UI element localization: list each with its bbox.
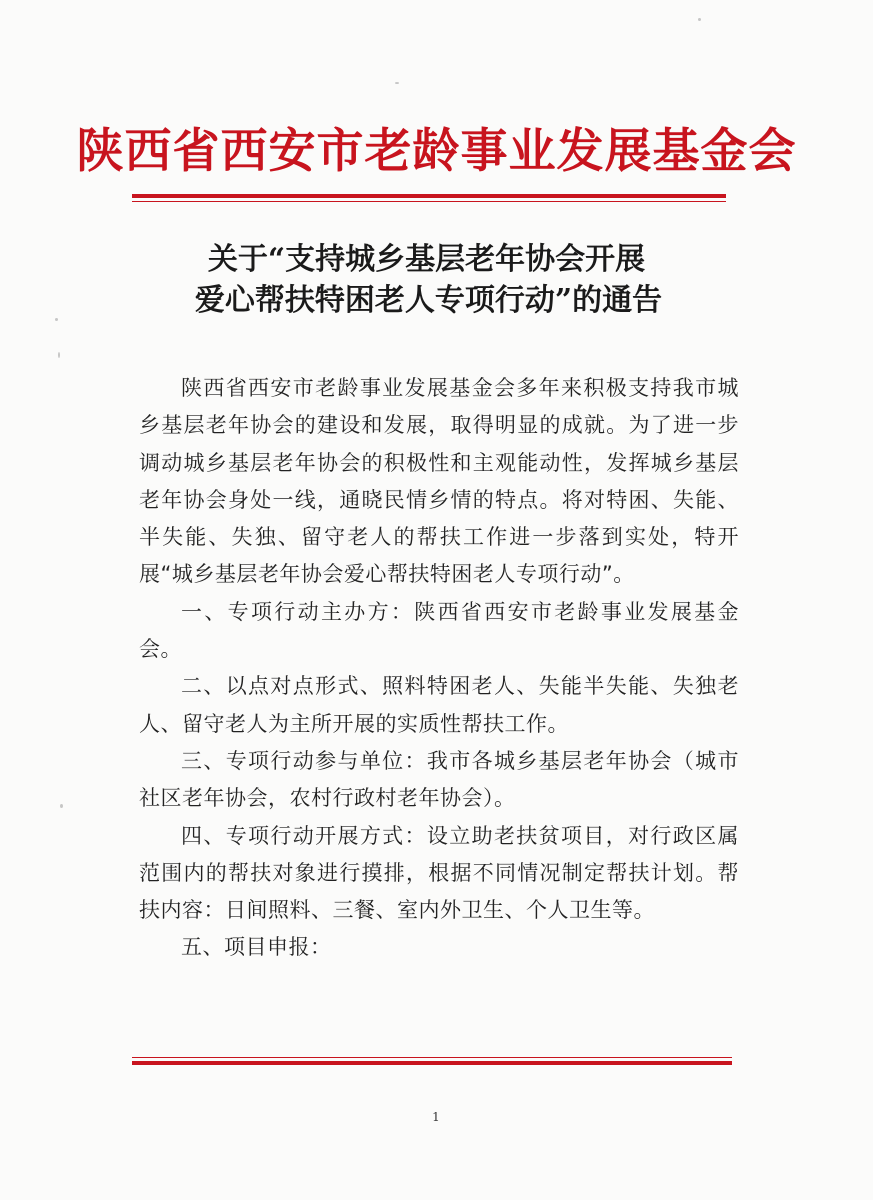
notice-title-line-1: 关于“支持城乡基层老年协会开展 bbox=[207, 242, 646, 277]
footer-divider-thick bbox=[132, 1061, 732, 1065]
organization-letterhead: 陕西省西安市老龄事业发展基金会 bbox=[76, 124, 797, 179]
page-number: 1 bbox=[432, 1110, 440, 1124]
letterhead-divider-thick bbox=[132, 194, 726, 198]
footer-divider-thin bbox=[132, 1057, 732, 1058]
scan-speck bbox=[58, 352, 60, 358]
body-paragraph-application: 五、项目申报： bbox=[181, 935, 332, 960]
body-paragraph-method: 四、专项行动开展方式：设立助老扶贫项目，对行政区属范围内的帮扶对象进行摸排，根据不同情况制定帮扶计划。帮扶内容：日间照料、三餐、室内外卫生、个人卫生等。 bbox=[139, 823, 739, 923]
scan-speck bbox=[55, 318, 58, 321]
body-paragraph-organizer: 一、专项行动主办方：陕西省西安市老龄事业发展基金会。 bbox=[139, 599, 739, 662]
body-paragraph-scope: 二、以点对点形式、照料特困老人、失能半失能、失独老人、留守老人为主所开展的实质性帮扶工作。 bbox=[139, 674, 739, 736]
body-paragraph-participants: 三、专项行动参与单位：我市各城乡基层老年协会（城市社区老年协会，农村行政村老年协会）。 bbox=[139, 748, 739, 811]
scan-speck bbox=[395, 82, 399, 84]
scan-speck bbox=[698, 18, 701, 21]
body-paragraph-intro: 陕西省西安市老龄事业发展基金会多年来积极支持我市城乡基层老年协会的建设和发展，取得明显的成就。为了进一步调动城乡基层老年协会的积极性和主观能动性，发挥城乡基层老年协会身处一线，通晓民情乡情的特点。将对特困、失能、半失能、失独、留守老人的帮扶工作进一步落到实处，特开展“城乡基层老年协会爱心帮扶特困老人专项行动”。 bbox=[139, 376, 739, 587]
scan-speck bbox=[60, 804, 63, 808]
notice-title-line-2: 爱心帮扶特困老人专项行动”的通告 bbox=[194, 283, 663, 318]
notice-body bbox=[139, 370, 739, 967]
letterhead-divider-thin bbox=[132, 201, 726, 202]
